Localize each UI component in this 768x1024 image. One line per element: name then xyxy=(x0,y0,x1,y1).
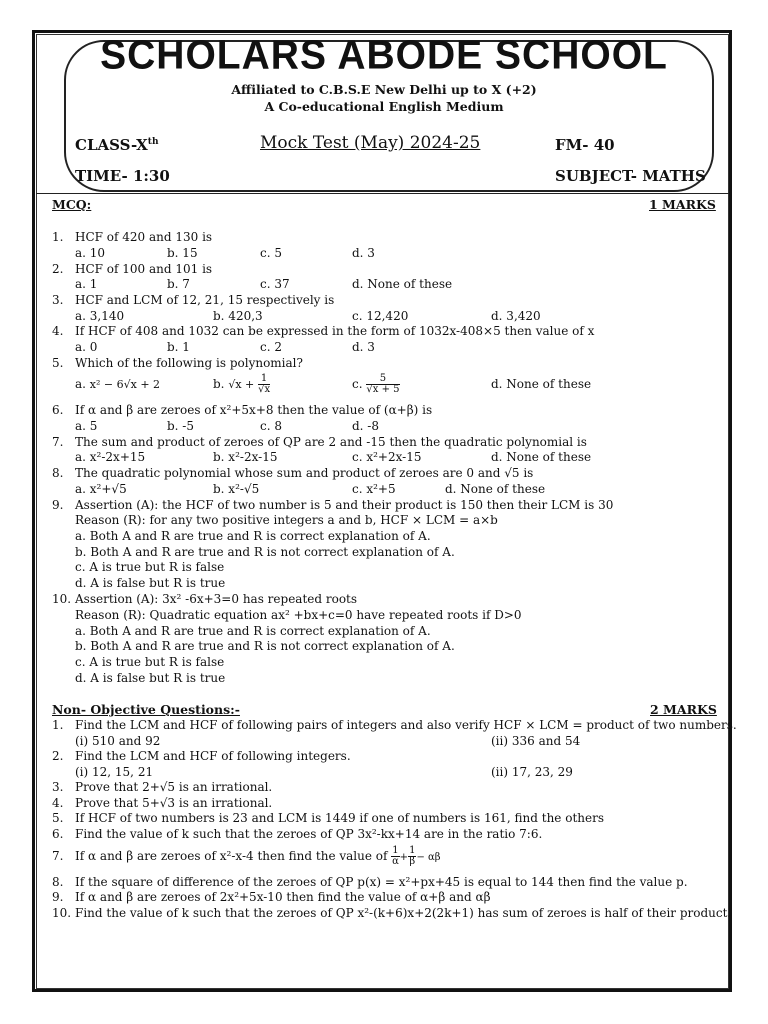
fraction-num: 1 xyxy=(258,374,270,385)
option-a: a. x²+√5 xyxy=(75,482,127,496)
question-text: Find the value of k such that the zeroes of QP x²-(k+6)x+2(2k+1) has sum of zeroes is half of their product. xyxy=(75,906,732,920)
q-number: 1. xyxy=(52,718,64,732)
option-c: c. 37 xyxy=(260,277,290,291)
q-number: 3. xyxy=(52,293,64,307)
question-text: Prove that 5+√3 is an irrational. xyxy=(75,796,273,810)
question-text: If the square of difference of the zeroes of QP p(x) = x²+px+45 is equal to 144 then find the value p. xyxy=(75,875,688,889)
option-c-label: c. xyxy=(352,377,363,391)
option-c xyxy=(352,370,400,398)
option-b xyxy=(213,370,270,399)
option-a: a. 0 xyxy=(75,340,98,354)
option-b-lead: √x + xyxy=(228,378,255,391)
option-d: d. -8 xyxy=(352,419,379,433)
header-divider xyxy=(36,193,729,194)
option-c-fraction xyxy=(366,374,399,395)
medium: A Co-educational English Medium xyxy=(264,99,504,114)
fraction-den: α xyxy=(392,856,399,867)
question-text: HCF of 100 and 101 is xyxy=(75,262,213,276)
fraction-den: √x + 5 xyxy=(366,384,400,395)
q-number: 5. xyxy=(52,811,64,825)
part-i: (i) 510 and 92 xyxy=(75,734,161,748)
mcq-marks: 1 MARKS xyxy=(649,197,716,212)
question-text xyxy=(75,842,441,872)
q-number: 6. xyxy=(52,403,64,417)
question-text: If α and β are zeroes of x²+5x+8 then the value of (α+β) is xyxy=(75,403,433,417)
option-c: c. 8 xyxy=(260,419,282,433)
nonobj-marks: 2 MARKS xyxy=(650,702,717,717)
subject: SUBJECT- MATHS xyxy=(555,167,706,185)
q-number: 1. xyxy=(52,230,64,244)
nonobj-heading: Non- Objective Questions:- xyxy=(52,702,240,717)
option-a: a. Both A and R are true and R is correct explanation of A. xyxy=(75,529,431,543)
option-d: d. None of these xyxy=(352,277,453,291)
class-sup: th xyxy=(147,137,159,147)
q-number: 5. xyxy=(52,356,64,370)
q-number: 10. xyxy=(52,906,72,920)
q-number: 8. xyxy=(52,875,64,889)
option-c: c. 12,420 xyxy=(352,309,409,323)
fraction-num: 1 xyxy=(392,845,399,856)
school-name: SCHOLARS ABODE SCHOOL xyxy=(100,32,668,79)
question-text: Find the LCM and HCF of following integers. xyxy=(75,749,351,763)
question-text: HCF and LCM of 12, 21, 15 respectively is xyxy=(75,293,335,307)
option-b: b. 15 xyxy=(167,246,198,260)
option-c: c. x²+5 xyxy=(352,482,396,496)
q-number: 2. xyxy=(52,262,64,276)
option-d: d. None of these xyxy=(491,450,592,464)
option-b-fraction xyxy=(258,374,270,395)
fraction-num: 5 xyxy=(366,374,399,385)
option-a-expr: x² − 6√x + 2 xyxy=(89,378,161,391)
option-d: d. A is false but R is true xyxy=(75,576,226,590)
class-text: CLASS-X xyxy=(75,136,148,154)
q-number: 4. xyxy=(52,324,64,338)
class-label xyxy=(75,136,158,154)
option-b: b. 420,3 xyxy=(213,309,263,323)
q-number: 9. xyxy=(52,498,64,512)
full-marks: FM- 40 xyxy=(555,136,615,154)
plus-sign: + xyxy=(399,852,409,863)
question-text: Find the value of k such that the zeroes of QP 3x²-kx+14 are in the ratio 7:6. xyxy=(75,827,543,841)
q-number: 4. xyxy=(52,796,64,810)
q-number: 8. xyxy=(52,466,64,480)
option-b: b. Both A and R are true and R is not correct explanation of A. xyxy=(75,545,455,559)
option-d: d. None of these xyxy=(445,482,546,496)
question-text: Prove that 2+√5 is an irrational. xyxy=(75,780,273,794)
option-c: c. x²+2x-15 xyxy=(352,450,422,464)
option-c: c. A is true but R is false xyxy=(75,655,225,669)
q7-text: If α and β are zeroes of x²-x-4 then find the value of xyxy=(75,849,388,863)
option-d: d. None of these xyxy=(491,377,592,391)
option-d: d. A is false but R is true xyxy=(75,671,226,685)
question-text: Which of the following is polynomial? xyxy=(75,356,303,370)
option-d: d. 3 xyxy=(352,340,375,354)
option-a: a. 3,140 xyxy=(75,309,125,323)
assertion: Assertion (A): the HCF of two number is 5 and their product is 150 then their LCM is 30 xyxy=(75,498,614,512)
question-text: If HCF of two numbers is 23 and LCM is 1449 if one of numbers is 161, find the others xyxy=(75,811,604,825)
option-b: b. Both A and R are true and R is not correct explanation of A. xyxy=(75,639,455,653)
option-d: d. 3 xyxy=(352,246,375,260)
q-number: 2. xyxy=(52,749,64,763)
option-b: b. x²-√5 xyxy=(213,482,260,496)
option-b: b. 7 xyxy=(167,277,190,291)
reason: Reason (R): for any two positive integers a and b, HCF × LCM = a×b xyxy=(75,513,498,527)
part-ii: (ii) 17, 23, 29 xyxy=(491,765,573,779)
affiliation: Affiliated to C.B.S.E New Delhi up to X (+2) xyxy=(231,82,537,97)
q-number: 9. xyxy=(52,890,64,904)
assertion: Assertion (A): 3x² -6x+3=0 has repeated roots xyxy=(75,592,358,606)
option-c: c. A is true but R is false xyxy=(75,560,225,574)
fraction-den: √x xyxy=(258,384,271,395)
option-b: b. -5 xyxy=(167,419,194,433)
option-a: a. 10 xyxy=(75,246,106,260)
question-text: HCF of 420 and 130 is xyxy=(75,230,213,244)
time: TIME- 1:30 xyxy=(75,167,170,185)
q-number: 7. xyxy=(52,435,64,449)
option-a: a. 1 xyxy=(75,277,98,291)
q-number: 7. xyxy=(52,849,64,863)
option-a-label: a. xyxy=(75,377,86,391)
part-i: (i) 12, 15, 21 xyxy=(75,765,154,779)
minus-alphabeta: − αβ xyxy=(416,852,441,863)
option-b-label: b. xyxy=(213,377,225,391)
q-number: 10. xyxy=(52,592,72,606)
q-number: 6. xyxy=(52,827,64,841)
option-d: d. 3,420 xyxy=(491,309,541,323)
option-c: c. 2 xyxy=(260,340,282,354)
question-text: Find the LCM and HCF of following pairs of integers and also verify HCF × LCM = product of two numbers. xyxy=(75,718,737,732)
question-text: The sum and product of zeroes of QP are 2 and -15 then the quadratic polynomial is xyxy=(75,435,587,449)
mcq-heading: MCQ: xyxy=(52,197,92,212)
question-text: The quadratic polynomial whose sum and product of zeroes are 0 and √5 is xyxy=(75,466,534,480)
question-text: If α and β are zeroes of 2x²+5x-10 then find the value of α+β and αβ xyxy=(75,890,491,904)
option-a: a. 5 xyxy=(75,419,98,433)
question-text: If HCF of 408 and 1032 can be expressed in the form of 1032x-408×5 then value of x xyxy=(75,324,595,338)
fraction-den: β xyxy=(409,856,416,867)
reason: Reason (R): Quadratic equation ax² +bx+c=0 have repeated roots if D>0 xyxy=(75,608,522,622)
fraction-num: 1 xyxy=(409,845,416,856)
option-c: c. 5 xyxy=(260,246,282,260)
exam-title: Mock Test (May) 2024-25 xyxy=(260,133,481,153)
part-ii: (ii) 336 and 54 xyxy=(491,734,581,748)
option-a xyxy=(75,377,160,392)
fraction-1-over-alpha xyxy=(391,846,399,867)
option-b: b. x²-2x-15 xyxy=(213,450,278,464)
q-number: 3. xyxy=(52,780,64,794)
option-a: a. Both A and R are true and R is correct explanation of A. xyxy=(75,624,431,638)
option-a: a. x²-2x+15 xyxy=(75,450,146,464)
option-b: b. 1 xyxy=(167,340,190,354)
